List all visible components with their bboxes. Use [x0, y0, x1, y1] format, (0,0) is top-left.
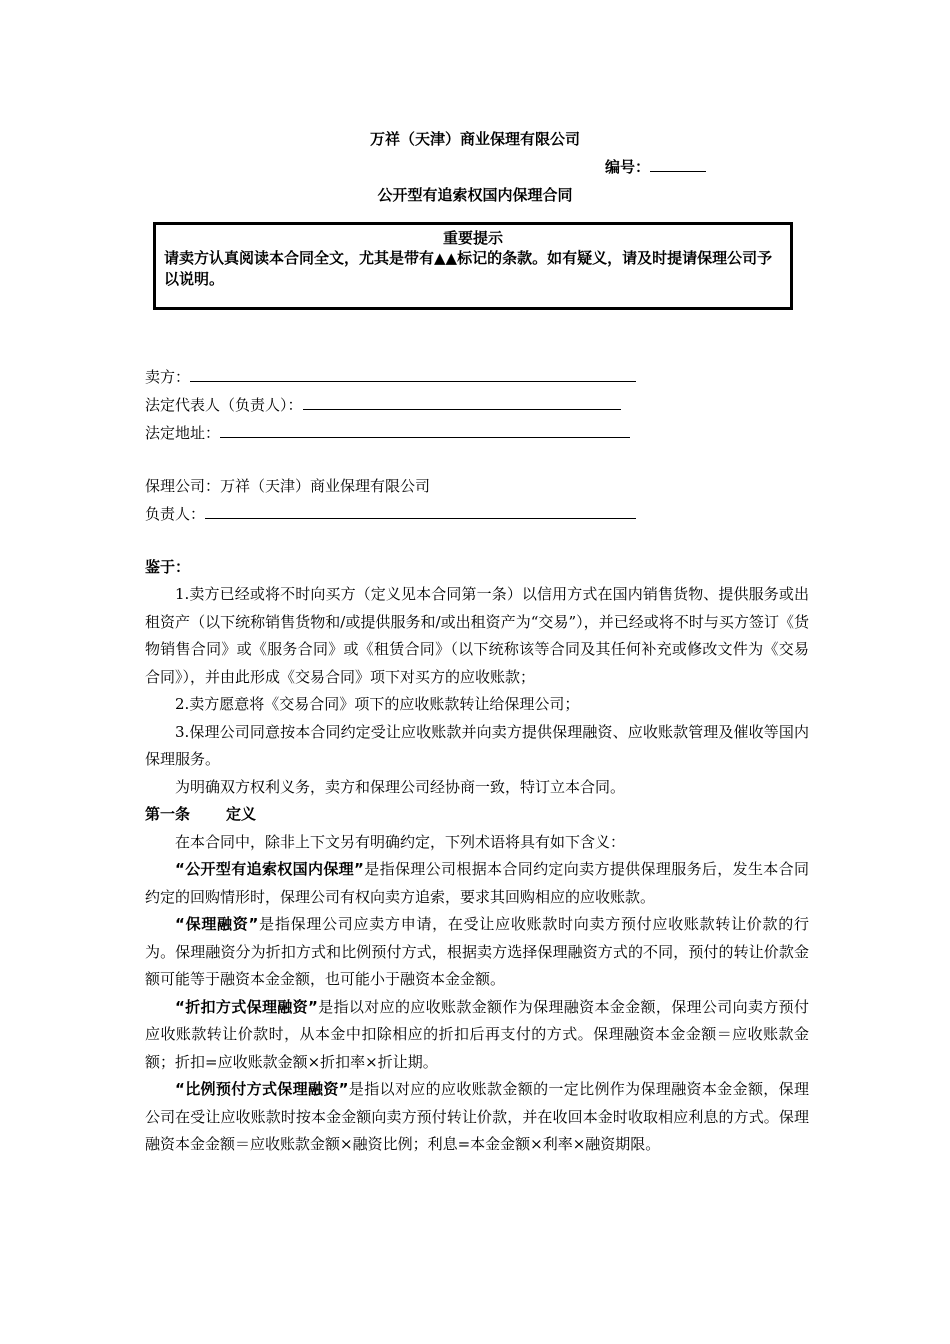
recitals-body [145, 581, 809, 1159]
recitals-heading: 鉴于： [145, 558, 191, 576]
seller-field [145, 366, 636, 387]
contract-title: 公开型有追索权国内保理合同 [377, 186, 573, 204]
recital-item: 3.保理公司同意按本合同约定受让应收账款并向卖方提供保理融资、应收账款管理及催收等国内保理服务。 [145, 722, 809, 768]
article-1-intro: 在本合同中，除非上下文另有明确约定，下列术语将具有如下含义： [175, 832, 626, 851]
legal-address-field [145, 422, 630, 443]
seller-label: 卖方： [145, 368, 191, 386]
article-1-title: 定义 [226, 805, 257, 823]
definition-text: 是指以对应的应收账款金额的一定比例作为保理融资本金金额，保理公司在受让应收账款时按本金金额向卖方预付转让价款，并在收回本金时收取相应利息的方式。保理融资本金金额＝应收账款金额×融资比例；利息=本金金额×利率×融资期限。 [145, 1080, 809, 1153]
principal-field [145, 503, 636, 524]
definition-item [145, 1076, 809, 1159]
definition-term: “公开型有追索权国内保理” [175, 860, 364, 878]
definition-term: “折扣方式保理融资” [175, 997, 318, 1016]
legal-address-label: 法定地址： [145, 424, 221, 442]
definition-item [145, 856, 809, 911]
definition-term: “保理融资” [175, 915, 259, 933]
article-1-heading [145, 801, 809, 829]
principal-blank [205, 504, 636, 519]
important-notice-box [153, 222, 793, 310]
recital-item: 1.卖方已经或将不时向买方（定义见本合同第一条）以信用方式在国内销售货物、提供服务或出租资产（以下统称销售货物和/或提供服务和/或出租资产为“交易”），并已经或将不时与买方签订《货物销售合同》或《服务合同》或《租赁合同》（以下统称该等合同及其任何补充或修改文件为《交易合同》），并由此形成《交易合同》项下对买方的应收账款； [145, 585, 809, 686]
recital-item: 2.卖方愿意将《交易合同》项下的应收账款转让给保理公司； [175, 695, 580, 713]
contract-number [605, 156, 706, 177]
legal-address-blank [220, 423, 630, 438]
article-1-number: 第一条 [145, 805, 191, 823]
principal-label: 负责人： [145, 505, 206, 523]
recitals-closing: 为明确双方权利义务，卖方和保理公司经协商一致，特订立本合同。 [175, 777, 626, 796]
company-title: 万祥（天津）商业保理有限公司 [369, 130, 580, 148]
definition-text: 是指以对应的应收账款金额作为保理融资本金金额，保理公司向卖方预付应收账款转让价款时，从本金中扣除相应的折扣后再支付的方式。保理融资本金金额＝应收账款金额；折扣=应收账款金额×折扣率×折让期。 [145, 997, 809, 1071]
definition-text: 是指保理公司根据本合同约定向卖方提供保理服务后，发生本合同约定的回购情形时，保理公司有权向卖方追索，要求其回购相应的应收账款。 [145, 860, 809, 906]
notice-title: 重要提示 [442, 229, 503, 247]
definition-item [145, 911, 809, 994]
contract-number-label: 编号： [605, 158, 651, 176]
contract-number-blank [650, 157, 706, 172]
definition-text: 是指保理公司应卖方申请，在受让应收账款时向卖方预付应收账款转让价款的行为。保理融资分为折扣方式和比例预付方式，根据卖方选择保理融资方式的不同，预付的转让价款金额可能等于融资本金金额，也可能小于融资本金金额。 [145, 915, 810, 988]
legal-rep-blank [303, 395, 621, 410]
seller-blank [190, 367, 636, 382]
legal-rep-field [145, 394, 621, 415]
legal-rep-label: 法定代表人（负责人）： [145, 396, 303, 414]
notice-body: 请卖方认真阅读本合同全文，尤其是带有▲▲标记的条款。如有疑义，请及时提请保理公司予以说明。 [164, 249, 773, 288]
factor-company: 保理公司：万祥（天津）商业保理有限公司 [145, 477, 431, 495]
definition-item [145, 994, 809, 1077]
definition-term: “比例预付方式保理融资” [175, 1080, 349, 1098]
